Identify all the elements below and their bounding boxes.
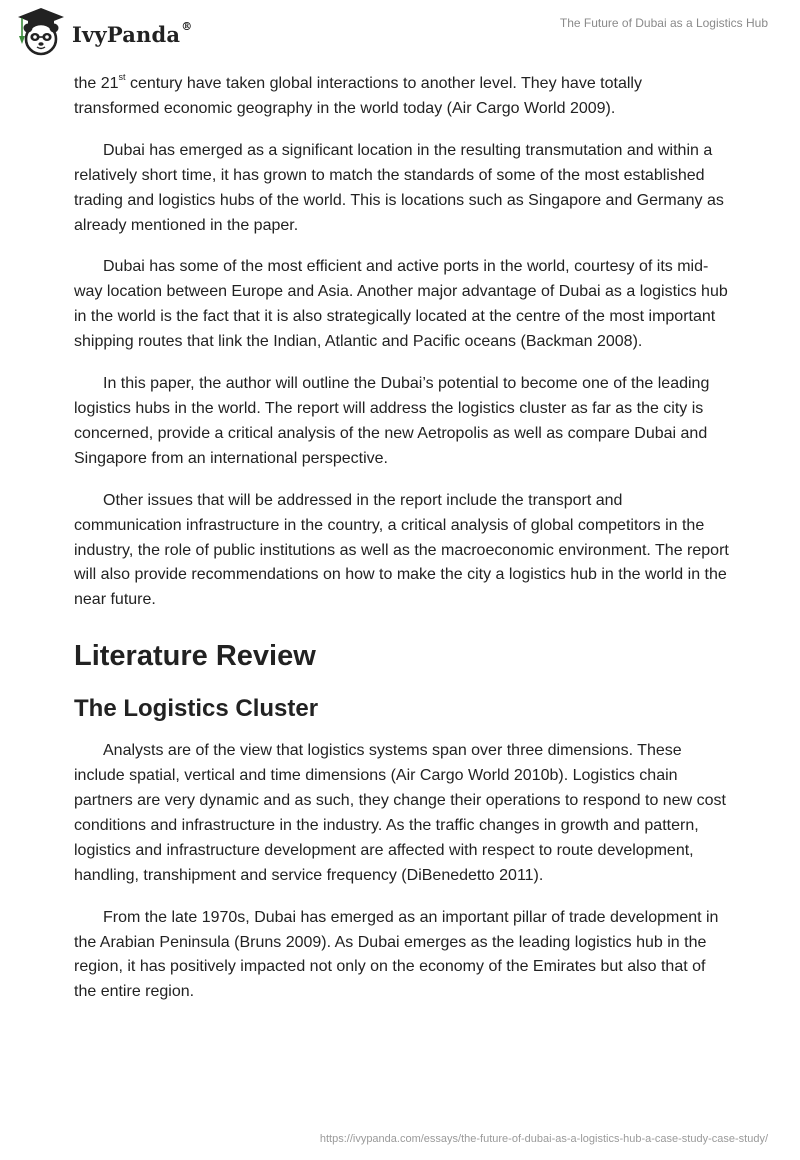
paragraph-6: Analysts are of the view that logistics systems span over three dimensions. These include spatial, vertical and time dimensions (Air Cargo World 2010b). Logistics chain partners are very dynamic and as such, they change their operations to respond to new cost conditions and infrastructure in the industry. As the traffic changes in growth and pattern, logistics and infrastructure development are affected with respect to route development, handling, transhipment and service frequency (DiBenedetto 2011). (74, 742, 726, 884)
document-title: The Future of Dubai as a Logistics Hub (559, 16, 768, 30)
paragraph-2: Dubai has emerged as a significant location in the resulting transmutation and within a relatively short time, it has grown to match the standards of some of the most established trading and logistics hubs of the world. This is locations such as Singapore and Germany as already mentioned in the paper. (74, 141, 724, 234)
registered-mark: ® (181, 19, 193, 33)
subsection-heading-logistics-cluster: The Logistics Cluster (74, 695, 319, 723)
paragraph-1: the 21st century have taken global interactions to another level. They have totally transformed economic geography in the world today (Air Cargo World 2009). (74, 71, 642, 117)
brand-name: IvyPanda® (72, 19, 193, 47)
paragraph-4: In this paper, the author will outline the Dubai’s potential to become one of the leading logistics hubs in the world. The report will address the logistics cluster as far as the city is concerned, provide a critical analysis of the new Aetropolis as well as compare Dubai and Singapore from an international perspective. (74, 375, 710, 467)
ordinal-superscript: st (118, 71, 126, 82)
panda-logo-icon (14, 6, 68, 58)
source-url-link[interactable]: https://ivypanda.com/essays/the-future-of-dubai-as-a-logistics-hub-a-case-study-case-study/ (319, 1133, 768, 1145)
essay-body (74, 72, 730, 1005)
page-header (0, 0, 800, 66)
section-heading-literature-review: Literature Review (74, 640, 316, 673)
paragraph-3: Dubai has some of the most efficient and active ports in the world, courtesy of its mid- way location between Europe and Asia. Another major advantage of Dubai as a logistics hub in the world is the fact that it is also strategically located at the centre of the most important shipping routes that link the Indian, Atlantic and Pacific oceans (Backman 2008). (74, 258, 728, 351)
paragraph-5: Other issues that will be addressed in the report include the transport and communication infrastructure in the country, a critical analysis of global competitors in the industry, the role of public institutions as well as the macroeconomic environment. The report will also provide recommendations on how to make the city a logistics hub in the world in the near future. (74, 491, 729, 609)
paragraph-7: From the late 1970s, Dubai has emerged as an important pillar of trade development in the Arabian Peninsula (Bruns 2009). As Dubai emerges as the leading logistics hub in the region, it has positively impacted not only on the economy of the Emirates but also that of the entire region. (74, 908, 719, 1001)
brand-logo[interactable] (14, 6, 192, 58)
